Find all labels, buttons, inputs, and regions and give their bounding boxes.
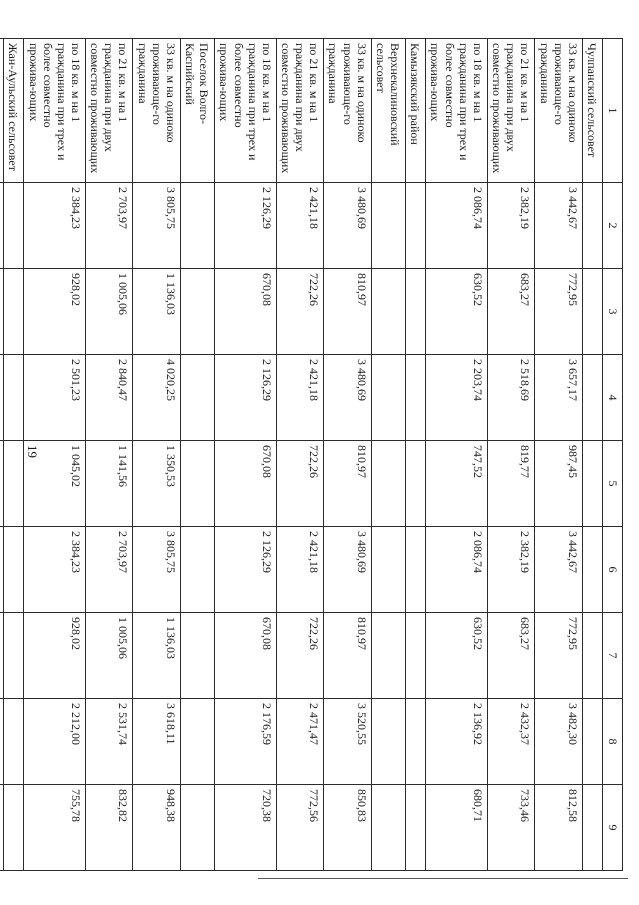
value-cell: 630,52: [426, 269, 488, 355]
value-cell: 832,82: [86, 785, 133, 871]
section-title-cell: Чулпанский сельсовет: [582, 39, 602, 183]
value-cell: 3 805,75: [133, 527, 180, 613]
value-cell: 1 005,06: [86, 269, 133, 355]
value-cell: [180, 785, 214, 871]
section-row: [371, 39, 405, 871]
value-cell: [4, 527, 24, 613]
value-cell: 3 805,75: [133, 183, 180, 269]
value-cell: [406, 785, 426, 871]
norm-label-cell: по 21 кв. м на 1 гражданина при двух совместно проживающих: [86, 39, 133, 183]
column-number-cell: 7: [603, 613, 623, 699]
column-number-cell: 1: [603, 39, 623, 183]
table-row: [0, 39, 4, 871]
value-cell: [0, 441, 4, 527]
value-cell: 3 442,67: [535, 527, 582, 613]
value-cell: 2 086,74: [426, 527, 488, 613]
value-cell: 2 501,23: [24, 355, 86, 441]
table-row: [133, 39, 180, 871]
value-cell: 928,02: [24, 269, 86, 355]
norm-label-cell: [0, 39, 4, 183]
norm-label-cell: 33 кв. м на одиноко проживающе-го гражданина: [324, 39, 371, 183]
value-cell: 2 471,47: [276, 699, 323, 785]
column-number-cell: 6: [603, 527, 623, 613]
value-cell: 850,83: [324, 785, 371, 871]
value-cell: 680,71: [426, 785, 488, 871]
column-number-cell: 9: [603, 785, 623, 871]
value-cell: 747,52: [426, 441, 488, 527]
value-cell: 948,38: [133, 785, 180, 871]
value-cell: 987,45: [535, 441, 582, 527]
value-cell: 1 350,53: [133, 441, 180, 527]
section-title-cell: Верхнекалиновский сельсовет: [371, 39, 405, 183]
value-cell: [582, 527, 602, 613]
value-cell: [0, 183, 4, 269]
value-cell: [180, 699, 214, 785]
value-cell: 670,08: [215, 613, 277, 699]
value-cell: 810,97: [324, 613, 371, 699]
norm-label-cell: по 18 кв. м на 1 гражданина при трех и более совместно прожива-ющих: [426, 39, 488, 183]
table-row: [276, 39, 323, 871]
value-cell: [406, 441, 426, 527]
value-cell: [0, 527, 4, 613]
value-cell: 720,38: [215, 785, 277, 871]
table-row: [426, 39, 488, 871]
value-cell: [0, 613, 4, 699]
value-cell: [582, 183, 602, 269]
value-cell: [371, 613, 405, 699]
value-cell: [582, 699, 602, 785]
value-cell: 2 212,00: [24, 699, 86, 785]
table-header-row: [603, 39, 623, 871]
value-cell: 630,52: [426, 613, 488, 699]
value-cell: 3 480,69: [324, 355, 371, 441]
norm-label-cell: 33 кв. м на одиноко проживающе-го гражданина: [535, 39, 582, 183]
value-cell: 1 141,56: [86, 441, 133, 527]
value-cell: 819,77: [487, 441, 534, 527]
table-row: [215, 39, 277, 871]
value-cell: [4, 699, 24, 785]
value-cell: 2 518,69: [487, 355, 534, 441]
footer-rule: [258, 878, 628, 879]
value-cell: [406, 355, 426, 441]
table-row: [535, 39, 582, 871]
value-cell: 2 384,23: [24, 183, 86, 269]
value-cell: 2 432,37: [487, 699, 534, 785]
value-cell: 3 520,55: [324, 699, 371, 785]
table-row: [324, 39, 371, 871]
value-cell: [4, 613, 24, 699]
value-cell: 2 384,23: [24, 527, 86, 613]
value-cell: 2 086,74: [426, 183, 488, 269]
value-cell: 4 020,25: [133, 355, 180, 441]
value-cell: [582, 441, 602, 527]
value-cell: [4, 183, 24, 269]
section-row: [406, 39, 426, 871]
value-cell: 2 703,97: [86, 527, 133, 613]
value-cell: 733,46: [487, 785, 534, 871]
value-cell: [406, 527, 426, 613]
value-cell: 2 421,18: [276, 355, 323, 441]
value-cell: 1 136,03: [133, 613, 180, 699]
norm-label-cell: по 21 кв. м на 1 гражданина при двух совместно проживающих: [487, 39, 534, 183]
value-cell: 670,08: [215, 269, 277, 355]
value-cell: 722,26: [276, 613, 323, 699]
value-cell: [371, 183, 405, 269]
value-cell: 2 840,47: [86, 355, 133, 441]
value-cell: [0, 699, 4, 785]
value-cell: [180, 269, 214, 355]
value-cell: [180, 613, 214, 699]
value-cell: 1 136,03: [133, 269, 180, 355]
column-number-cell: 2: [603, 183, 623, 269]
value-cell: 3 480,69: [324, 527, 371, 613]
value-cell: [0, 785, 4, 871]
value-cell: [0, 355, 4, 441]
value-cell: [582, 269, 602, 355]
value-cell: 2 382,19: [487, 527, 534, 613]
column-number-cell: 8: [603, 699, 623, 785]
value-cell: 683,27: [487, 613, 534, 699]
value-cell: 1 045,02: [24, 441, 86, 527]
value-cell: [0, 269, 4, 355]
value-cell: 810,97: [324, 269, 371, 355]
value-cell: 670,08: [215, 441, 277, 527]
value-cell: [180, 527, 214, 613]
section-title-cell: Поселок Волго-Каспийский: [180, 39, 214, 183]
norm-label-cell: по 18 кв. м на 1 гражданина при трех и более совместно прожива-ющих: [24, 39, 86, 183]
value-cell: 755,78: [24, 785, 86, 871]
value-cell: 722,26: [276, 441, 323, 527]
value-cell: 810,97: [324, 441, 371, 527]
column-number-cell: 4: [603, 355, 623, 441]
value-cell: [4, 785, 24, 871]
section-title-cell: Жан-Аульский сельсовет: [4, 39, 24, 183]
value-cell: [180, 183, 214, 269]
value-cell: 928,02: [24, 613, 86, 699]
page-number: 19: [25, 445, 40, 458]
column-number-cell: 5: [603, 441, 623, 527]
column-number-cell: 3: [603, 269, 623, 355]
value-cell: 3 482,30: [535, 699, 582, 785]
value-cell: 2 703,97: [86, 183, 133, 269]
value-cell: 3 480,69: [324, 183, 371, 269]
table-row: [487, 39, 534, 871]
value-cell: [371, 527, 405, 613]
value-cell: 772,95: [535, 269, 582, 355]
section-title-cell: Камызякский район: [406, 39, 426, 183]
value-cell: 2 136,92: [426, 699, 488, 785]
value-cell: [582, 613, 602, 699]
table-row: [24, 39, 86, 871]
value-cell: 2 421,18: [276, 183, 323, 269]
value-cell: 772,95: [535, 613, 582, 699]
value-cell: [406, 699, 426, 785]
value-cell: 2 531,74: [86, 699, 133, 785]
value-cell: 812,58: [535, 785, 582, 871]
value-cell: 722,26: [276, 269, 323, 355]
value-cell: 2 126,29: [215, 355, 277, 441]
table-row: [86, 39, 133, 871]
value-cell: 2 176,59: [215, 699, 277, 785]
value-cell: [406, 183, 426, 269]
value-cell: [582, 785, 602, 871]
value-cell: 683,27: [487, 269, 534, 355]
value-cell: 3 657,17: [535, 355, 582, 441]
value-cell: [371, 355, 405, 441]
value-cell: [406, 613, 426, 699]
norm-label-cell: 33 кв. м на одиноко проживающе-го гражданина: [133, 39, 180, 183]
value-cell: 2 126,29: [215, 183, 277, 269]
value-cell: 3 442,67: [535, 183, 582, 269]
value-cell: [180, 441, 214, 527]
value-cell: [371, 699, 405, 785]
value-cell: 2 203,74: [426, 355, 488, 441]
section-row: [180, 39, 214, 871]
value-cell: [371, 785, 405, 871]
section-row: [582, 39, 602, 871]
value-cell: [4, 441, 24, 527]
value-cell: [4, 355, 24, 441]
value-cell: [371, 441, 405, 527]
value-cell: [371, 269, 405, 355]
norm-label-cell: по 21 кв. м на 1 гражданина при двух совместно проживающих: [276, 39, 323, 183]
rotated-page-body: [6, 38, 623, 870]
value-cell: [4, 269, 24, 355]
value-cell: 2 382,19: [487, 183, 534, 269]
section-row: [4, 39, 24, 871]
value-cell: [180, 355, 214, 441]
value-cell: [582, 355, 602, 441]
tariff-table-body: [0, 39, 623, 871]
value-cell: 2 126,29: [215, 527, 277, 613]
norm-label-cell: по 18 кв. м на 1 гражданина при трех и более совместно прожива-ющих: [215, 39, 277, 183]
value-cell: 3 618,11: [133, 699, 180, 785]
value-cell: 2 421,18: [276, 527, 323, 613]
tariff-table: [0, 38, 623, 871]
value-cell: [406, 269, 426, 355]
value-cell: 1 005,06: [86, 613, 133, 699]
value-cell: 772,56: [276, 785, 323, 871]
